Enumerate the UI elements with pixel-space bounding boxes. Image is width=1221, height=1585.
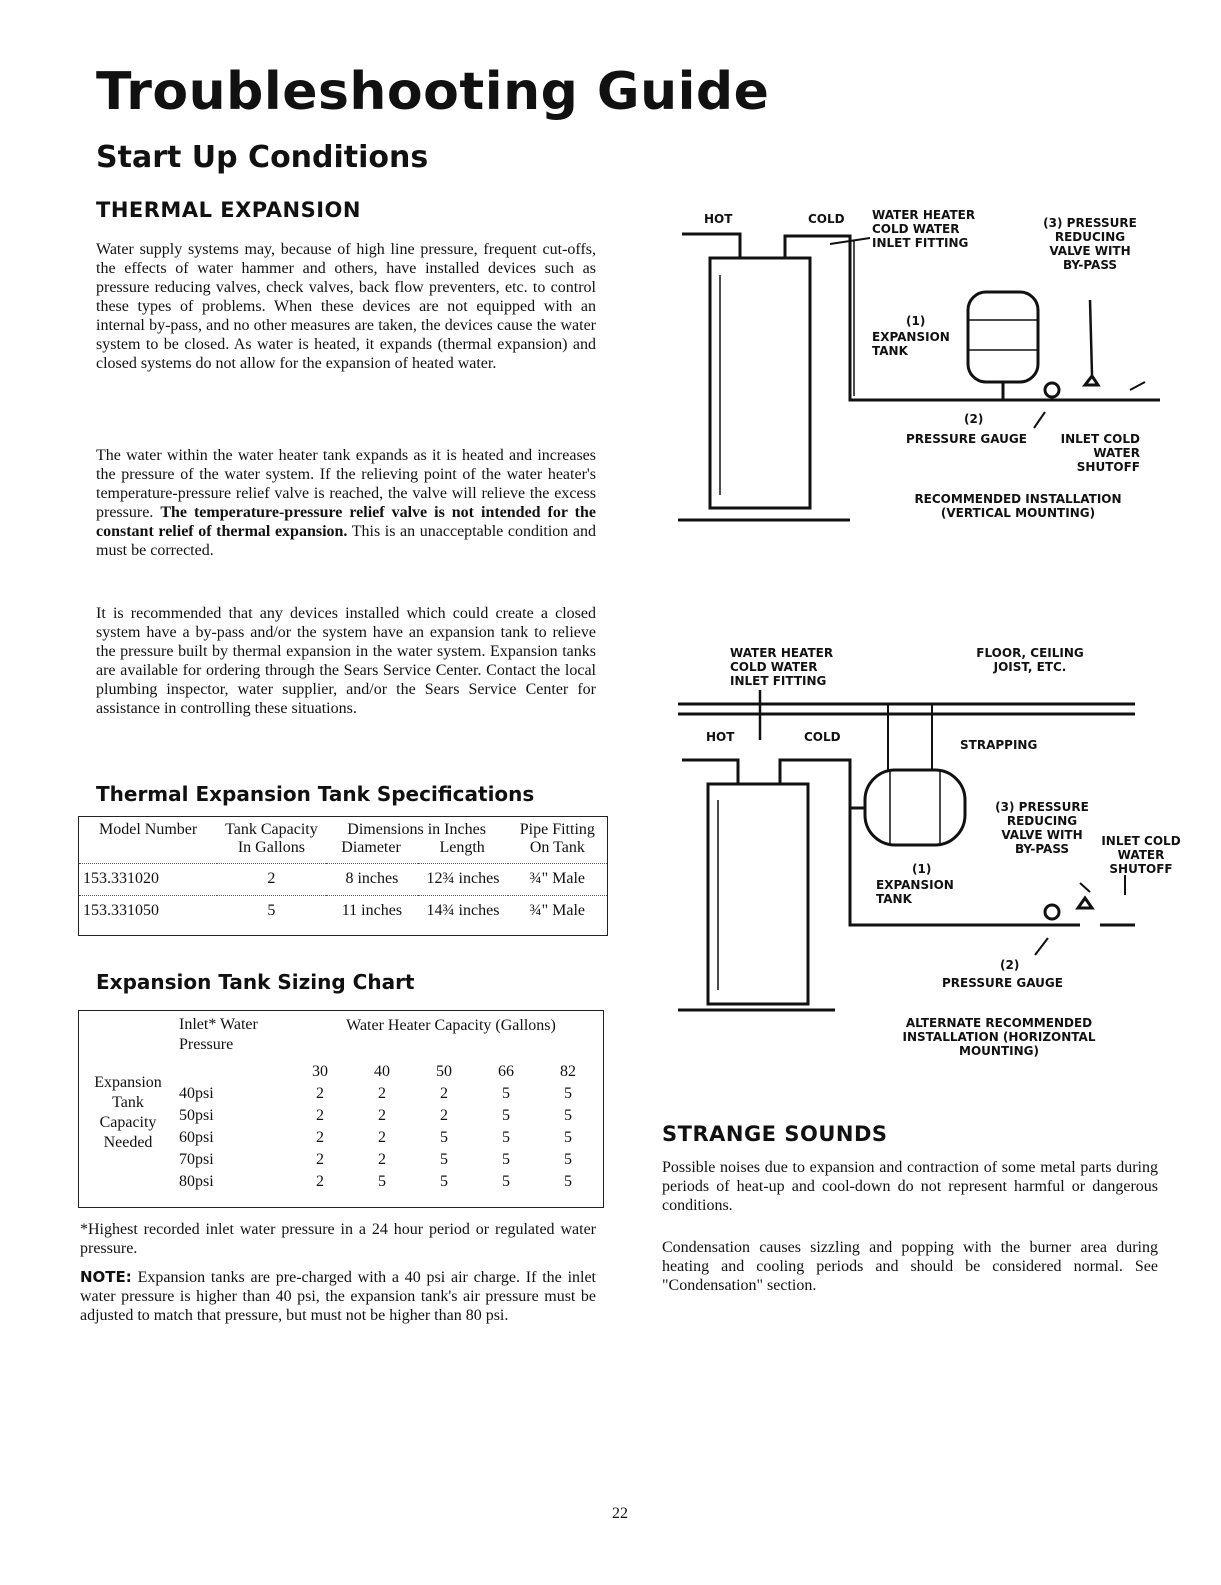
sizing-pressure: 50psi <box>179 1107 214 1124</box>
spec-header-capacity: Tank Capacity In Gallons <box>225 821 318 856</box>
sizing-cell: 5 <box>440 1151 448 1168</box>
hot-pipe-2 <box>682 760 738 784</box>
sizing-chart-heading: Expansion Tank Sizing Chart <box>96 970 415 994</box>
sizing-cell: 2 <box>378 1085 386 1102</box>
pressure-gauge-dial-2 <box>1045 905 1059 919</box>
sizing-capacity-row <box>289 1063 599 1081</box>
capacity-82: 82 <box>560 1063 576 1080</box>
sizing-cell: 5 <box>502 1107 510 1124</box>
sizing-pressure: 70psi <box>179 1151 214 1168</box>
sizing-cell: 5 <box>378 1173 386 1190</box>
d1-caption: RECOMMENDED INSTALLATION (VERTICAL MOUNTING) <box>914 492 1122 520</box>
d1-prv-label: (3) PRESSURE REDUCING VALVE WITH BY-PASS <box>1043 216 1137 272</box>
spec-cell-length: 14¾ inches <box>426 902 500 920</box>
sizing-cell: 2 <box>440 1107 448 1124</box>
sizing-cell: 2 <box>378 1129 386 1146</box>
spec-cell-diameter: 8 inches <box>345 870 399 887</box>
spec-cell-length: 12¾ inches <box>426 870 500 887</box>
d2-floor-label: FLOOR, CEILING JOIST, ETC. <box>976 646 1084 674</box>
sizing-cell: 2 <box>316 1085 324 1102</box>
sizing-cell: 2 <box>316 1173 324 1190</box>
d2-expansion-label: EXPANSION TANK <box>876 878 954 906</box>
spec-header-diameter: Diameter <box>341 839 401 856</box>
sizing-pressure: 40psi <box>179 1085 214 1102</box>
table-row <box>179 1173 599 1195</box>
sizing-cell: 2 <box>316 1107 324 1124</box>
d1-expansion-label: EXPANSION TANK <box>872 330 950 358</box>
sizing-cell: 2 <box>378 1151 386 1168</box>
d2-hot-label: HOT <box>706 730 735 744</box>
d1-gauge-number: (2) <box>964 412 984 426</box>
water-heater-tank <box>710 258 810 508</box>
spec-header-dimensions <box>326 817 508 863</box>
spec-cell-fitting: ¾" Male <box>529 870 586 887</box>
sizing-note <box>80 1268 596 1325</box>
sizing-capacity-header: Water Heater Capacity (Gallons) <box>346 1017 556 1034</box>
d1-inlet-fitting-label: WATER HEATER COLD WATER INLET FITTING <box>872 208 976 250</box>
gauge-arrow <box>1034 412 1045 428</box>
strange-sounds-paragraph-1: Possible noises due to expansion and contraction of some metal parts during periods of heat-up and cool-down do not represent harmful or dangerous conditions. <box>662 1159 1158 1214</box>
horizontal-expansion-tank <box>865 770 965 845</box>
thermal-paragraph-3: It is recommended that any devices installed which could create a closed system have a by-pass and/or the system have an expansion tank to relieve the pressure built by thermal expansion in the water system. Expansion tanks are available for ordering through the Sears Service Center. Contact the local plumbing inspector, water supplier, and/or the Sears Service Center for assistance in controlling these situations. <box>96 605 596 717</box>
gauge-arrow-2 <box>1035 938 1048 955</box>
d2-caption: ALTERNATE RECOMMENDED INSTALLATION (HORIZONTAL MOUNTING) <box>902 1016 1096 1058</box>
spec-cell-fitting: ¾" Male <box>529 902 586 920</box>
sizing-footnote: *Highest recorded inlet water pressure in a 24 hour period or regulated water pressure. <box>80 1221 596 1257</box>
pressure-gauge-dial <box>1045 383 1059 397</box>
sizing-cell: 5 <box>502 1085 510 1102</box>
sizing-pressure: 60psi <box>179 1129 214 1146</box>
table-row <box>79 895 607 927</box>
water-heater-tank-2 <box>708 784 808 1004</box>
sizing-cell: 5 <box>440 1129 448 1146</box>
d2-gauge-label: PRESSURE GAUGE <box>942 976 1063 990</box>
thermal-paragraph-2 <box>96 446 596 560</box>
hot-pipe <box>682 234 740 258</box>
thermal-p2-text-c: This is an unacceptable condition and must be corrected. <box>96 523 596 559</box>
page-title: Troubleshooting Guide <box>96 62 770 122</box>
sizing-cell: 5 <box>564 1129 572 1146</box>
spec-header-length: Length <box>439 839 485 856</box>
capacity-50: 50 <box>436 1063 452 1080</box>
sizing-cell: 5 <box>564 1151 572 1168</box>
spec-cell-capacity: 5 <box>267 902 276 920</box>
spec-header-pipe: Pipe Fitting On Tank <box>519 821 595 856</box>
sizing-cell: 5 <box>564 1107 572 1124</box>
sizing-rows <box>179 1085 599 1195</box>
d2-gauge-number: (2) <box>1000 958 1020 972</box>
spec-header-model: Model Number <box>99 821 198 838</box>
strange-sounds-heading: STRANGE SOUNDS <box>662 1122 888 1146</box>
d1-gauge-label: PRESSURE GAUGE <box>906 432 1027 446</box>
d2-prv-label: (3) PRESSURE REDUCING VALVE WITH BY-PASS <box>995 800 1089 856</box>
d1-hot-label: HOT <box>704 212 733 226</box>
table-row <box>79 863 607 895</box>
d1-cold-label: COLD <box>808 212 845 226</box>
sizing-cell: 5 <box>502 1151 510 1168</box>
table-row <box>179 1151 599 1173</box>
sizing-cell: 5 <box>564 1085 572 1102</box>
table-row <box>179 1129 599 1151</box>
sizing-cell: 5 <box>564 1173 572 1190</box>
sizing-pressure: 80psi <box>179 1173 214 1190</box>
sizing-cell: 5 <box>502 1173 510 1190</box>
spec-cell-model: 153.331020 <box>83 870 159 887</box>
spec-header-dimensions-label: Dimensions in Inches <box>347 821 486 838</box>
prv-valve <box>1085 376 1098 385</box>
spec-table-heading: Thermal Expansion Tank Specifications <box>96 782 535 806</box>
sizing-chart-table <box>78 1010 604 1208</box>
capacity-30: 30 <box>312 1063 328 1080</box>
note-text: Expansion tanks are pre-charged with a 40 psi air charge. If the inlet water pressure is higher than 40 psi, the expansion tank's air pressure must be adjusted to match that pressure, but must not be higher than 80 psi. <box>80 1269 596 1324</box>
sizing-cell: 2 <box>378 1107 386 1124</box>
thermal-p2-bold-warning: The temperature-pressure relief valve is not intended for the constant relief of thermal expansion. <box>96 504 597 540</box>
sizing-cell: 5 <box>440 1173 448 1190</box>
capacity-40: 40 <box>374 1063 390 1080</box>
spec-cell-diameter: 11 inches <box>341 902 403 920</box>
note-label: NOTE: <box>80 1268 132 1286</box>
sizing-inlet-label: Inlet* Water Pressure <box>179 1016 258 1053</box>
thermal-p2-text-a: The water within the water heater tank expands as it is heated and increases the pressure of the water system. If the relieving point of the water heater's temperature-pressure relief valve is reached, the valve will relieve the excess pressure. <box>96 447 596 521</box>
sizing-side-label: Expansion Tank Capacity Needed <box>94 1074 162 1151</box>
d2-expansion-number: (1) <box>912 862 932 876</box>
page-number: 22 <box>612 1505 628 1522</box>
prv-arrow <box>1090 300 1092 375</box>
sizing-cell: 2 <box>316 1151 324 1168</box>
prv-valve-2 <box>1078 898 1092 908</box>
sizing-cell: 5 <box>502 1129 510 1146</box>
strange-sounds-paragraph-2: Condensation causes sizzling and popping with the burner area during heating and cooling periods and should be considered normal. See "Condensation" section. <box>662 1239 1158 1294</box>
spec-table <box>78 816 608 936</box>
expansion-tank <box>968 292 1038 382</box>
thermal-expansion-heading: THERMAL EXPANSION <box>96 198 361 222</box>
d2-strapping-label: STRAPPING <box>960 738 1038 752</box>
table-row <box>179 1107 599 1129</box>
spec-cell-capacity: 2 <box>267 870 276 887</box>
d2-inlet-fitting-label: WATER HEATER COLD WATER INLET FITTING <box>730 646 834 688</box>
capacity-66: 66 <box>498 1063 514 1080</box>
sizing-cell: 2 <box>316 1129 324 1146</box>
sizing-cell: 2 <box>440 1085 448 1102</box>
prv-arrow-2 <box>1080 883 1090 892</box>
thermal-paragraph-1: Water supply systems may, because of high line pressure, frequent cut-offs, the effects of water hammer and others, have installed devices such as pressure reducing valves, check valves, back flow preventers, etc. to control these types of problems. When these devices are not equipped with an internal by-pass, and no other measures are taken, the devices cause the water system to be closed. As water is heated, it expands (thermal expansion) and closed systems do not allow for the expansion of heated water. <box>96 241 596 372</box>
d2-cold-label: COLD <box>804 730 841 744</box>
d1-shutoff-label: INLET COLD WATER SHUTOFF <box>1060 432 1140 474</box>
d2-shutoff-label: INLET COLD WATER SHUTOFF <box>1101 834 1181 876</box>
spec-cell-model: 153.331050 <box>83 902 159 920</box>
page-subtitle: Start Up Conditions <box>96 140 429 175</box>
d1-expansion-number: (1) <box>906 314 926 328</box>
table-row <box>179 1085 599 1107</box>
